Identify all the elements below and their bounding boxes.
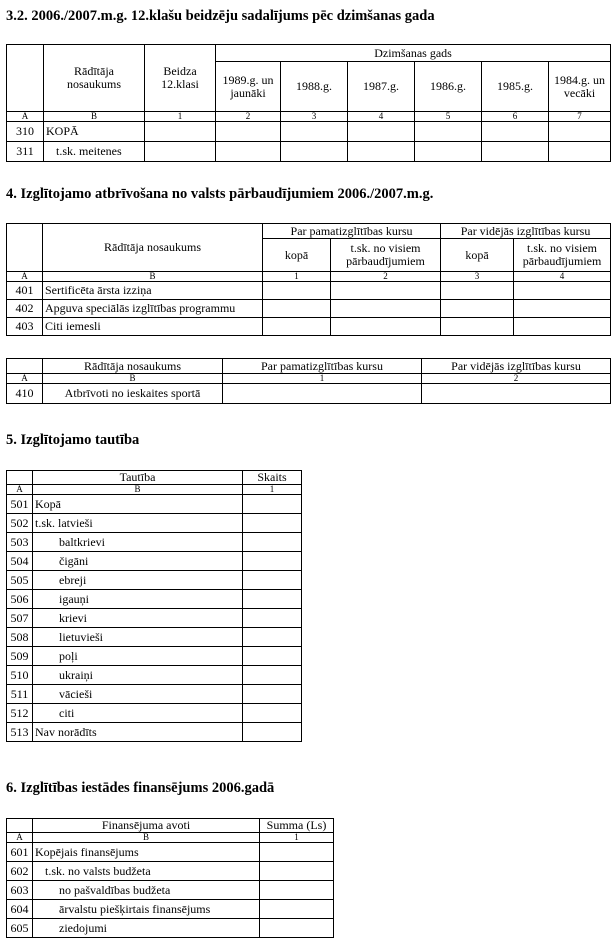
header-code <box>7 819 33 833</box>
input-cell[interactable] <box>243 552 302 571</box>
row-code: 512 <box>7 704 33 723</box>
row-label: Citi iemesli <box>43 318 263 336</box>
code-cell: 7 <box>549 112 611 122</box>
financing-table <box>6 818 334 938</box>
code-cell: 1 <box>145 112 216 122</box>
input-cell[interactable] <box>243 495 302 514</box>
input-cell[interactable] <box>243 685 302 704</box>
header-finished-12: Beidza 12.klasi <box>145 45 216 112</box>
input-cell[interactable] <box>260 881 334 900</box>
table-row <box>7 647 302 666</box>
code-cell: 1 <box>243 485 302 495</box>
row-code: 501 <box>7 495 33 514</box>
row-label: Nav norādīts <box>33 723 243 742</box>
input-cell[interactable] <box>348 142 415 162</box>
input-cell[interactable] <box>514 318 611 336</box>
row-label: Kopējais finansējums <box>33 843 260 862</box>
code-cell: B <box>43 272 263 282</box>
header-year: 1987.g. <box>348 62 415 112</box>
row-code: 401 <box>7 282 43 300</box>
header-indicator-name: Rādītāja nosaukums <box>43 224 263 272</box>
input-cell[interactable] <box>263 282 331 300</box>
code-cell: 3 <box>441 272 514 282</box>
code-cell: 4 <box>348 112 415 122</box>
row-label: čigāni <box>33 552 243 571</box>
input-cell[interactable] <box>281 122 348 142</box>
header-year: 1985.g. <box>482 62 549 112</box>
header-indicator-name: Rādītāja nosaukums <box>44 45 145 112</box>
table-row <box>7 862 334 881</box>
code-cell: 3 <box>281 112 348 122</box>
code-cell: 2 <box>422 374 611 384</box>
table-row <box>7 609 302 628</box>
code-cell: A <box>7 485 33 495</box>
row-code: 505 <box>7 571 33 590</box>
table-row <box>7 142 611 162</box>
row-label: ebreji <box>33 571 243 590</box>
header-indicator-name: Rādītāja nosaukums <box>43 359 223 374</box>
header-secondary-course: Par vidējās izglītības kursu <box>422 359 611 374</box>
table-row <box>7 384 611 404</box>
code-cell: B <box>44 112 145 122</box>
header-funding-source: Finansējuma avoti <box>33 819 260 833</box>
input-cell[interactable] <box>263 300 331 318</box>
header-year: 1984.g. un vecāki <box>549 62 611 112</box>
row-label: vācieši <box>33 685 243 704</box>
input-cell[interactable] <box>263 318 331 336</box>
row-label: t.sk. meitenes <box>44 142 145 162</box>
input-cell[interactable] <box>243 723 302 742</box>
input-cell[interactable] <box>331 318 441 336</box>
header-code <box>7 45 44 112</box>
header-code <box>7 471 33 485</box>
section-6-title: 6. Izglītības iestādes finansējums 2006.gadā <box>6 780 275 796</box>
code-cell: 4 <box>514 272 611 282</box>
input-cell[interactable] <box>145 142 216 162</box>
table-row <box>7 704 302 723</box>
header-from-all-exams: t.sk. no visiem pārbaudījumiem <box>514 239 611 272</box>
row-code: 402 <box>7 300 43 318</box>
code-cell: 1 <box>260 833 334 843</box>
row-label: no pašvaldības budžeta <box>33 881 260 900</box>
row-label: baltkrievi <box>33 533 243 552</box>
input-cell[interactable] <box>243 666 302 685</box>
row-code: 603 <box>7 881 33 900</box>
table-row <box>7 122 611 142</box>
input-cell[interactable] <box>441 300 514 318</box>
table-row <box>7 628 302 647</box>
row-code: 503 <box>7 533 33 552</box>
code-cell: 1 <box>223 374 422 384</box>
code-cell: B <box>33 485 243 495</box>
code-cell: 6 <box>482 112 549 122</box>
input-cell[interactable] <box>514 282 611 300</box>
row-label: Kopā <box>33 495 243 514</box>
table-row <box>7 590 302 609</box>
table-row <box>7 495 302 514</box>
input-cell[interactable] <box>243 628 302 647</box>
input-cell[interactable] <box>281 142 348 162</box>
row-label: ukraiņi <box>33 666 243 685</box>
input-cell[interactable] <box>482 142 549 162</box>
input-cell[interactable] <box>260 919 334 938</box>
table-row <box>7 552 302 571</box>
table-row <box>7 318 611 336</box>
row-code: 410 <box>7 384 43 404</box>
header-secondary-course: Par vidējās izglītības kursu <box>441 224 611 239</box>
row-code: 506 <box>7 590 33 609</box>
row-label: KOPĀ <box>44 122 145 142</box>
header-nationality: Tautība <box>33 471 243 485</box>
input-cell[interactable] <box>482 122 549 142</box>
input-cell[interactable] <box>145 122 216 142</box>
input-cell[interactable] <box>243 704 302 723</box>
input-cell[interactable] <box>331 282 441 300</box>
code-cell: A <box>7 112 44 122</box>
input-cell[interactable] <box>243 647 302 666</box>
header-basic-course: Par pamatizglītības kursu <box>263 224 441 239</box>
table-row <box>7 666 302 685</box>
code-cell: B <box>33 833 260 843</box>
input-cell[interactable] <box>549 122 611 142</box>
input-cell[interactable] <box>549 142 611 162</box>
row-label: Atbrīvoti no ieskaites sportā <box>43 384 223 404</box>
header-total: kopā <box>441 239 514 272</box>
input-cell[interactable] <box>216 142 281 162</box>
input-cell[interactable] <box>348 122 415 142</box>
code-cell: 5 <box>415 112 482 122</box>
header-year: 1988.g. <box>281 62 348 112</box>
input-cell[interactable] <box>260 862 334 881</box>
input-cell[interactable] <box>243 533 302 552</box>
row-code: 403 <box>7 318 43 336</box>
row-code: 605 <box>7 919 33 938</box>
table-row <box>7 723 302 742</box>
row-label: krievi <box>33 609 243 628</box>
row-code: 604 <box>7 900 33 919</box>
header-birth-year-group: Dzimšanas gads <box>216 45 611 62</box>
row-label: igauņi <box>33 590 243 609</box>
input-cell[interactable] <box>441 318 514 336</box>
table-row <box>7 900 334 919</box>
row-label: Sertificēta ārsta izziņa <box>43 282 263 300</box>
table-row <box>7 282 611 300</box>
input-cell[interactable] <box>422 384 611 404</box>
row-label: t.sk. latvieši <box>33 514 243 533</box>
table-row <box>7 514 302 533</box>
header-sum: Summa (Ls) <box>260 819 334 833</box>
row-label: poļi <box>33 647 243 666</box>
row-label: ziedojumi <box>33 919 260 938</box>
code-cell: A <box>7 374 43 384</box>
row-label: t.sk. no valsts budžeta <box>33 862 260 881</box>
table-row <box>7 919 334 938</box>
section-4-title: 4. Izglītojamo atbrīvošana no valsts pārbaudījumiem 2006./2007.m.g. <box>6 186 434 202</box>
header-year: 1986.g. <box>415 62 482 112</box>
input-cell[interactable] <box>260 843 334 862</box>
header-year: 1989.g. un jaunāki <box>216 62 281 112</box>
row-code: 311 <box>7 142 44 162</box>
header-code <box>7 359 43 374</box>
input-cell[interactable] <box>415 142 482 162</box>
exam-exemption-table <box>6 223 611 336</box>
code-cell: 1 <box>263 272 331 282</box>
input-cell[interactable] <box>514 300 611 318</box>
input-cell[interactable] <box>243 590 302 609</box>
row-label: ārvalstu piešķirtais finansējums <box>33 900 260 919</box>
input-cell[interactable] <box>223 384 422 404</box>
code-cell: A <box>7 833 33 843</box>
header-basic-course: Par pamatizglītības kursu <box>223 359 422 374</box>
section-3-2-title: 3.2. 2006./2007.m.g. 12.klašu beidzēju sadalījums pēc dzimšanas gada <box>6 8 435 24</box>
table-row <box>7 533 302 552</box>
row-code: 510 <box>7 666 33 685</box>
row-code: 507 <box>7 609 33 628</box>
row-code: 504 <box>7 552 33 571</box>
input-cell[interactable] <box>260 900 334 919</box>
header-total: kopā <box>263 239 331 272</box>
table-row <box>7 300 611 318</box>
row-code: 601 <box>7 843 33 862</box>
input-cell[interactable] <box>243 514 302 533</box>
input-cell[interactable] <box>216 122 281 142</box>
row-label: citi <box>33 704 243 723</box>
code-cell: B <box>43 374 223 384</box>
code-cell: 2 <box>331 272 441 282</box>
table-row <box>7 685 302 704</box>
nationality-table <box>6 470 302 742</box>
code-cell: 2 <box>216 112 281 122</box>
row-label: Apguva speciālās izglītības programmu <box>43 300 263 318</box>
header-code <box>7 224 43 272</box>
table-row <box>7 843 334 862</box>
row-code: 508 <box>7 628 33 647</box>
input-cell[interactable] <box>243 609 302 628</box>
row-code: 513 <box>7 723 33 742</box>
input-cell[interactable] <box>331 300 441 318</box>
table-row <box>7 881 334 900</box>
input-cell[interactable] <box>243 571 302 590</box>
header-from-all-exams: t.sk. no visiem pārbaudījumiem <box>331 239 441 272</box>
table-row <box>7 571 302 590</box>
birth-year-table <box>6 44 611 162</box>
input-cell[interactable] <box>441 282 514 300</box>
row-code: 310 <box>7 122 44 142</box>
section-5-title: 5. Izglītojamo tautība <box>6 432 140 448</box>
sport-exemption-table <box>6 358 611 404</box>
row-code: 502 <box>7 514 33 533</box>
row-code: 511 <box>7 685 33 704</box>
row-label: lietuvieši <box>33 628 243 647</box>
row-code: 509 <box>7 647 33 666</box>
input-cell[interactable] <box>415 122 482 142</box>
row-code: 602 <box>7 862 33 881</box>
code-cell: A <box>7 272 43 282</box>
header-count: Skaits <box>243 471 302 485</box>
